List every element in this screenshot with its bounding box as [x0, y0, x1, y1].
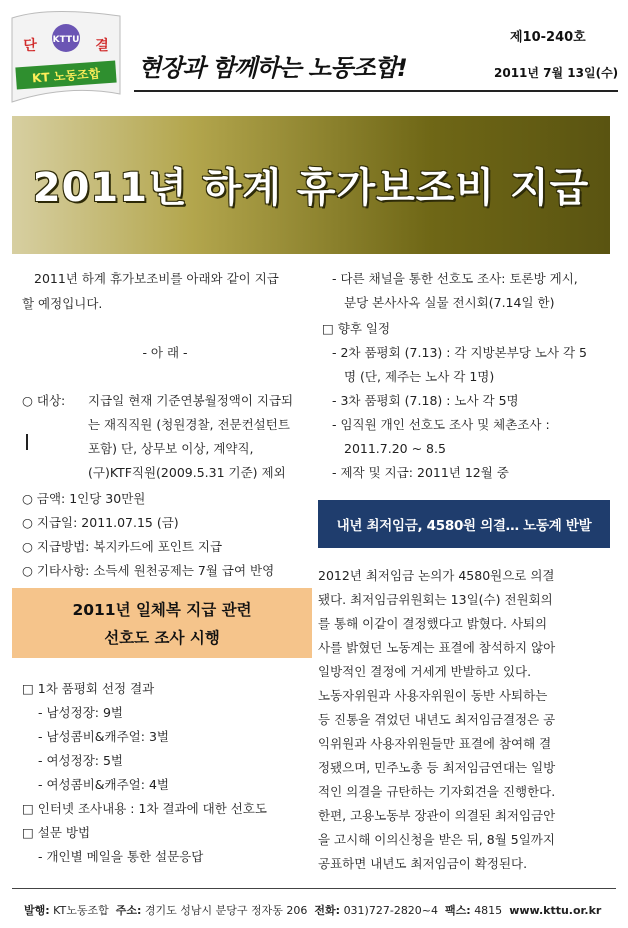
footer-url[interactable]: www.kttu.or.kr: [509, 904, 602, 917]
survey-item-8: - 개인별 메일을 통한 설문응답: [38, 849, 204, 864]
news-line-6: 노동자위원과 사용자위원이 동반 사퇴하는: [318, 688, 548, 703]
page-title: 2011년 하계 휴가보조비 지급: [32, 165, 590, 211]
news-line-13: 공표하면 내년도 최저임금이 확정된다.: [318, 856, 528, 871]
right-item-3: □ 향후 일정: [322, 321, 391, 336]
right-item-1: - 다른 채널을 통한 선호도 조사: 토론방 게시,: [332, 271, 578, 286]
news-line-9: 정됐으며, 민주노총 등 최저임금연대는 일방: [318, 760, 556, 775]
item-target-line-4: (구)KTF직원(2009.5.31 기준) 제외: [88, 465, 286, 480]
issue-number: 제10-240호: [510, 30, 586, 45]
footer-address: 경기도 성남시 분당구 정자동 206: [144, 904, 308, 917]
item-pay-method: ○ 지급방법: 복지카드에 포인트 지급: [22, 539, 223, 554]
intro-line-1: 2011년 하계 휴가보조비를 아래와 같이 지급: [34, 271, 279, 286]
flag-char-left: 단: [23, 38, 37, 54]
news-line-10: 적인 의결을 규탄하는 기자회견을 진행한다.: [318, 784, 556, 799]
right-item-8: 2011.7.20 ~ 8.5: [344, 441, 446, 456]
item-target-label: ○ 대상:: [22, 393, 66, 408]
news-line-11: 한편, 고용노동부 장관이 의결된 최저임금안: [318, 808, 556, 823]
item-target-line-2: 는 재직직원 (청원경찰, 전문컨설턴트: [88, 417, 290, 432]
item-target-line-3: 포함) 단, 상무보 이상, 계약직,: [88, 441, 254, 456]
news-line-7: 등 진통을 겪었던 내년도 최저임금결정은 공: [318, 712, 556, 727]
footer-publisher: KT노동조합: [53, 904, 109, 917]
survey-item-4: - 여성정장: 5벌: [38, 753, 123, 768]
item-pay-date: ○ 지급일: 2011.07.15 (금): [22, 515, 179, 530]
footer-divider: [12, 888, 616, 889]
issue-date: 2011년 7월 13일(수): [494, 66, 619, 80]
survey-item-1: □ 1차 품평회 선정 결과: [22, 681, 155, 696]
news-line-5: 일방적인 결정에 거세게 반발하고 있다.: [318, 664, 532, 679]
survey-heading-line-2: 선호도 조사 시행: [104, 629, 220, 647]
news-line-8: 익위원과 사용자위원들만 표결에 참여해 결: [318, 736, 552, 751]
news-line-1: 2012년 최저임금 논의가 4580원으로 의결: [318, 568, 555, 583]
union-flag-logo: [8, 6, 124, 106]
right-item-2: 분당 본사사옥 실물 전시회(7.14일 한): [344, 295, 555, 310]
news-line-3: 를 통해 이같이 결정했다고 밝혔다. 사퇴의: [318, 616, 548, 631]
footer-phone-label: 전화:: [314, 904, 341, 917]
footer-address-label: 주소:: [115, 904, 142, 917]
footer-phone: 031)727-2820~4: [343, 904, 439, 917]
right-item-9: - 제작 및 지급: 2011년 12월 중: [332, 465, 509, 480]
footer: [24, 902, 601, 918]
flag-char-right: 결: [95, 38, 109, 54]
news-line-2: 됐다. 최저임금위원회는 13일(수) 전원회의: [318, 592, 553, 607]
news-heading: 내년 최저임금, 4580원 의결… 노동계 반발: [336, 518, 592, 534]
survey-heading-line-1: 2011년 일체복 지급 관련: [72, 601, 252, 619]
intro-line-2: 할 예정입니다.: [22, 296, 103, 311]
right-item-6: - 3차 품평회 (7.18) : 노사 각 5명: [332, 393, 519, 408]
flag-union-name: KT 노동조합: [31, 66, 101, 86]
survey-item-6: □ 인터넷 조사내용 : 1차 결과에 대한 선호도: [22, 801, 267, 816]
item-amount: ○ 금액: 1인당 30만원: [22, 491, 146, 506]
notice-heading: - 아 래 -: [142, 345, 188, 360]
survey-item-5: - 여성콤비&캐주얼: 4벌: [38, 777, 169, 792]
flag-emblem-text: KTTU: [52, 35, 80, 45]
right-item-5: 명 (단, 제주는 노사 각 1명): [344, 369, 495, 384]
slogan: 현장과 함께하는 노동조합!: [138, 54, 407, 82]
survey-item-7: □ 설문 방법: [22, 825, 91, 840]
footer-fax: 4815: [474, 904, 503, 917]
title-banner: [12, 116, 610, 254]
footer-publisher-label: 발행:: [24, 904, 50, 917]
news-line-12: 을 고시해 이의신청을 받은 뒤, 8월 5일까지: [318, 832, 555, 847]
news-line-4: 사를 밝혔던 노동계는 표결에 참석하지 않아: [318, 640, 556, 655]
right-item-4: - 2차 품평회 (7.13) : 각 지방본부당 노사 각 5: [332, 345, 587, 360]
item-other: ○ 기타사항: 소득세 원천공제는 7월 급여 반영: [22, 563, 275, 578]
right-item-7: - 임직원 개인 선호도 조사 및 체촌조사 :: [332, 417, 550, 432]
footer-fax-label: 팩스:: [445, 904, 471, 917]
survey-heading-box: [12, 588, 312, 658]
header-divider: [134, 90, 618, 92]
survey-item-3: - 남성콤비&캐주얼: 3벌: [38, 729, 169, 744]
text-cursor: [26, 434, 28, 450]
item-target-line-1: 지급일 현재 기준연봉월정액이 지급되: [88, 393, 294, 408]
survey-item-2: - 남성정장: 9벌: [38, 705, 123, 720]
news-heading-box: [318, 500, 610, 548]
